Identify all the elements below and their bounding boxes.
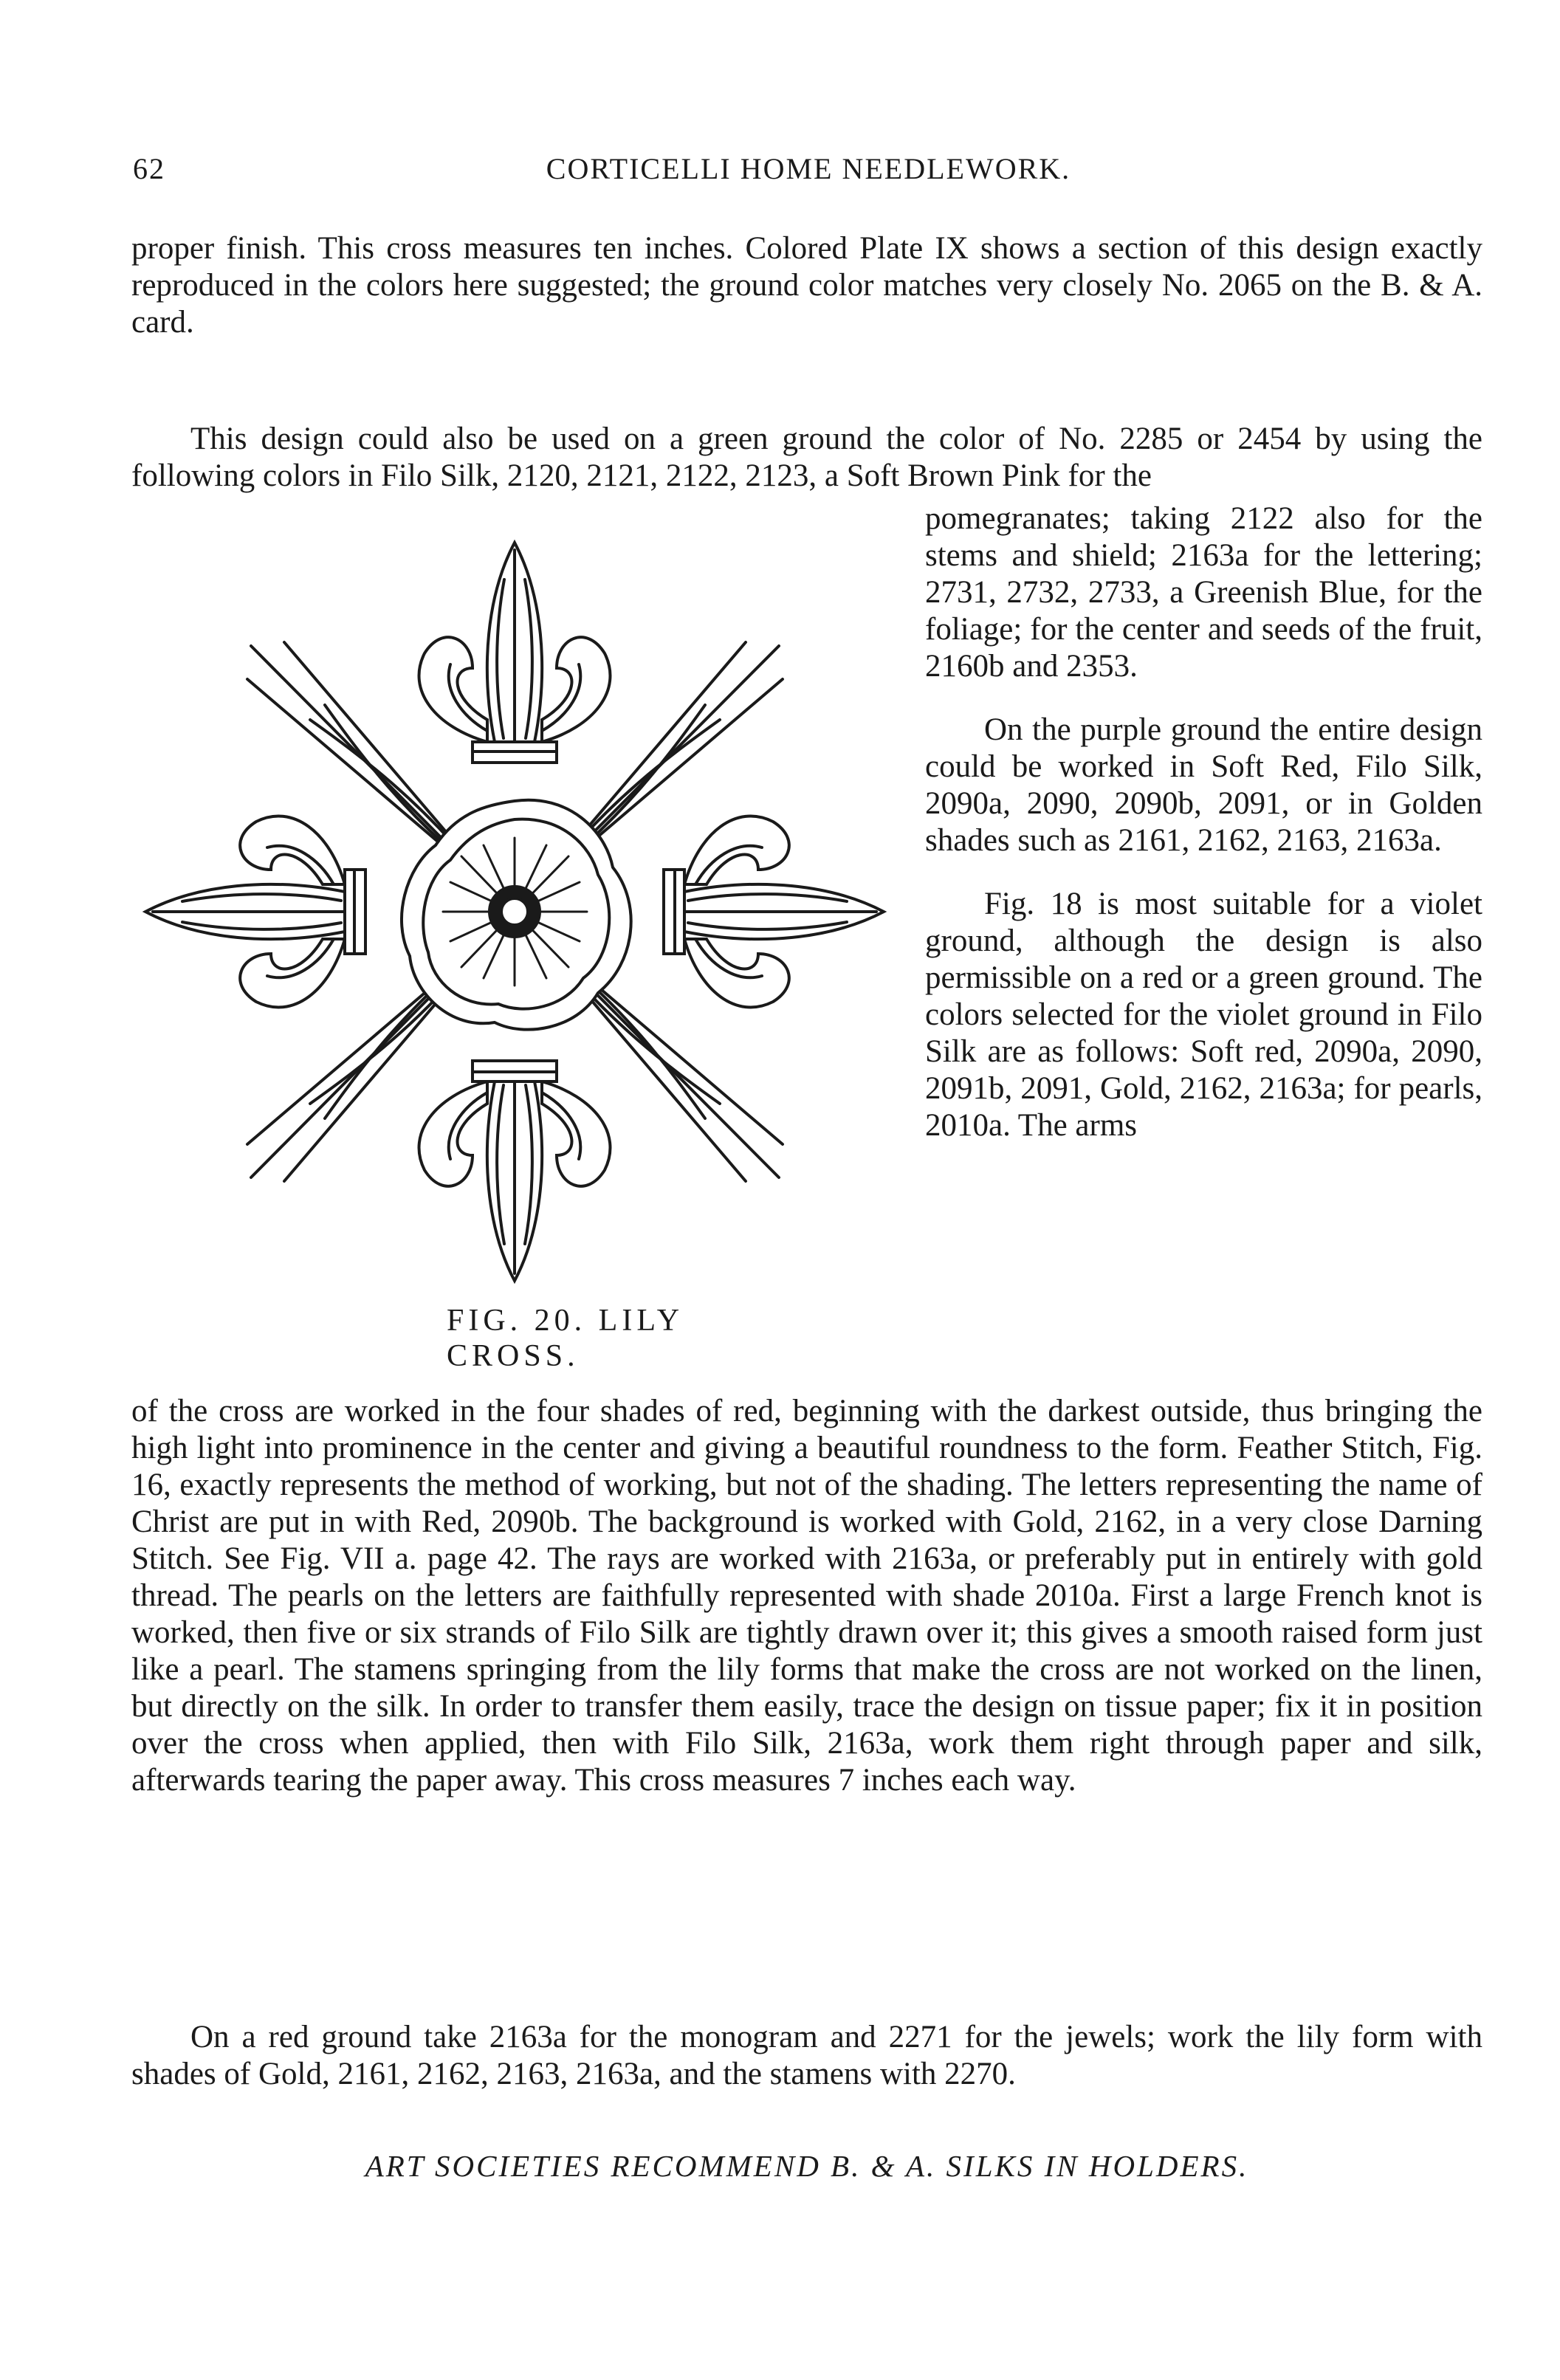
fleur-de-lis-arm-bottom [419, 1061, 611, 1281]
paragraph-4: On a red ground take 2163a for the monogram and 2271 for the jewels; work the lily form with shades of Gold, 2161, 2162, 2163, 2163a, and the stamens with 2270. [131, 2020, 1482, 2091]
wrap-paragraph-1: pomegranates; taking 2122 also for the stems and shield; 2163a for the lettering; 2731, 2732, 2733, a Greenish Blue, for the foliage; for the center and seeds of the fruit, 2160b and 2353. [925, 501, 1482, 684]
figure-caption: FIG. 20. LILY CROSS. [447, 1304, 683, 1373]
paragraph-3: of the cross are worked in the four shades of red, beginning with the darkest outside, thus bringing the high light into prominence in the center and giving a beautiful roundness to the form. Feather Stitch, Fig. 16, exactly represents the method of working, but not of the shading. The letters representing the name of Christ are put in with Red, 2090b. The background is worked with Gold, 2162, in a very close Darning Stitch. See Fig. VII a. page 42. The rays are worked with 2163a, or preferably put in entirely with gold thread. The pearls on the letters are faithfully represented with shade 2010a. First a large French knot is worked, then five or six strands of Filo Silk are tightly drawn over it; this gives a smooth raised form just like a pearl. The stamens springing from the lily forms that make the cross are not worked on the linen, but directly on the silk. In order to transfer them easily, trace the design on tissue paper; fix it in position over the cross when applied, then with Filo Silk, 2163a, work them right through paper and silk, afterwards tearing the paper away. This cross measures 7 inches each way. [131, 1394, 1482, 1798]
lily-cross-illustration [126, 520, 904, 1303]
wrapped-column [925, 501, 1482, 1171]
fleur-de-lis-arm-top [419, 543, 611, 763]
running-title: CORTICELLI HOME NEEDLEWORK. [546, 152, 1071, 185]
wrap-paragraph-2: On the purple ground the entire design could be worked in Soft Red, Filo Silk, 2090a, 2090, 2090b, 2091, or in Golden shades such as 2161, 2162, 2163, 2163a. [925, 712, 1482, 858]
page-header [133, 151, 1484, 196]
paragraph-1: proper finish. This cross measures ten inches. Colored Plate IX shows a section of this design exactly reproduced in the colors here suggested; the ground color matches very closely No. 2065 on the B. & A. card. [131, 231, 1482, 340]
paragraph-2: This design could also be used on a green ground the color of No. 2285 or 2454 by using the following colors in Filo Silk, 2120, 2121, 2122, 2123, a Soft Brown Pink for the [131, 422, 1482, 493]
wrap-paragraph-3: Fig. 18 is most suitable for a violet ground, although the design is also permissible on a red or a green ground. The colors selected for the violet ground in Filo Silk are as follows: Soft red, 2090a, 2090, 2091b, 2091, Gold, 2162, 2163a; for pearls, 2010a. The arms [925, 887, 1482, 1143]
fleur-de-lis-arm-left [145, 816, 365, 1008]
fleur-de-lis-arm-right [664, 816, 884, 1008]
footer-slogan: ART SOCIETIES RECOMMEND B. & A. SILKS IN HOLDERS. [365, 2149, 1249, 2183]
page-number: 62 [133, 152, 165, 185]
